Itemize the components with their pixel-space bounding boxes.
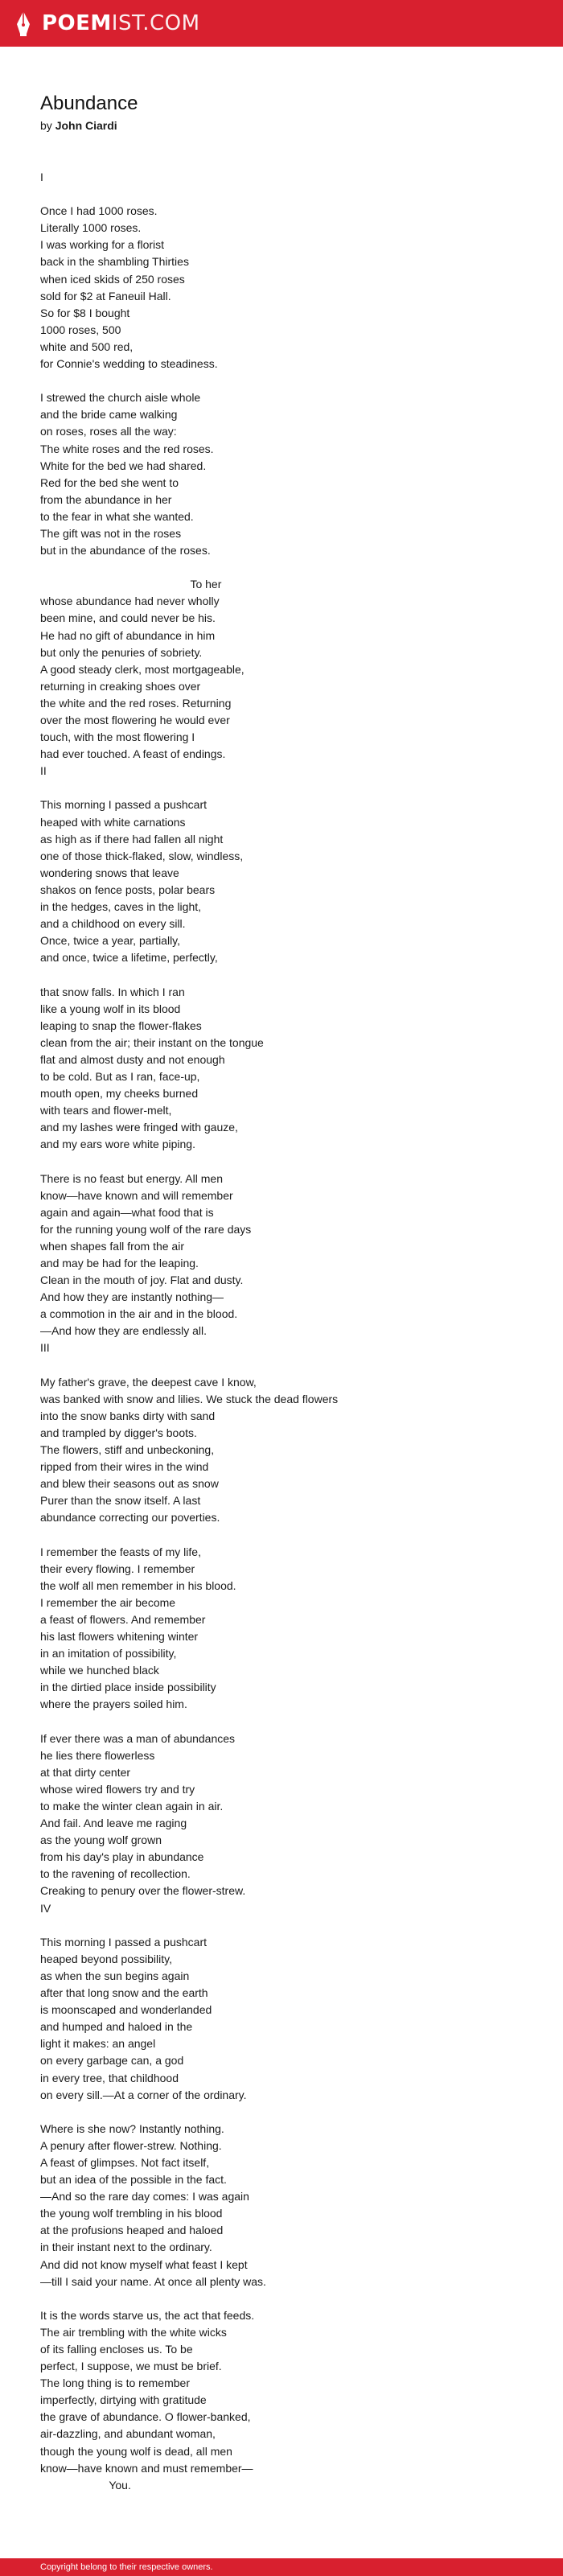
poem-line: he lies there flowerless: [40, 1748, 155, 1762]
poem-line: to make the winter clean again in air.: [40, 1800, 224, 1813]
poem-line: that snow falls. In which I ran: [40, 985, 185, 998]
poem-line: A feast of glimpses. Not fact itself,: [40, 2155, 210, 2169]
poem-line: and the bride came walking: [40, 408, 178, 422]
poem-line: but only the penuries of sobriety.: [40, 645, 203, 659]
poem-line: [40, 559, 539, 576]
poem-line: but in the abundance of the roses.: [40, 544, 211, 558]
poem-line: There is no feast but energy. All men: [40, 1171, 223, 1185]
poem-line: I remember the air become: [40, 1595, 176, 1609]
poem-body: [40, 169, 539, 2494]
poem-line: his last flowers whitening winter: [40, 1630, 199, 1644]
poem-line: a feast of flowers. And remember: [40, 1612, 206, 1626]
poem-line: 1000 roses, 500: [40, 323, 121, 336]
poem-line: whose wired flowers try and try: [40, 1782, 195, 1796]
poem-line: returning in creaking shoes over: [40, 679, 201, 693]
poem-line: on roses, roses all the way:: [40, 425, 177, 438]
poem-line: Once, twice a year, partially,: [40, 934, 181, 948]
poem-line: To her: [40, 578, 222, 591]
poem-line: a commotion in the air and in the blood.: [40, 1307, 238, 1321]
poem-line: [40, 1357, 539, 1374]
poem-line: It is the words starve us, the act that feeds.: [40, 2308, 255, 2322]
poem-line: The flowers, stiff and unbeckoning,: [40, 1443, 215, 1457]
poem-line: IV: [40, 1901, 51, 1915]
poem-line: Purer than the snow itself. A last: [40, 1494, 201, 1508]
poem-line: My father's grave, the deepest cave I know,: [40, 1375, 257, 1389]
poem-line: leaping to snap the flower-flakes: [40, 1018, 202, 1032]
poem-line: as when the sun begins again: [40, 1969, 190, 1982]
poem-line: on every sill.—At a corner of the ordinary.: [40, 2088, 247, 2101]
logo-bold-text: POEM: [42, 11, 112, 35]
poem-line: in an imitation of possibility,: [40, 1647, 177, 1660]
poem-line: The long thing is to remember: [40, 2376, 190, 2390]
site-header: [0, 0, 563, 47]
poem-line: I: [40, 171, 43, 183]
poem-line: the young wolf trembling in his blood: [40, 2207, 223, 2220]
poem-line: and may be had for the leaping.: [40, 1257, 199, 1269]
poem-line: is moonscaped and wonderlanded: [40, 2003, 212, 2017]
poem-line: in every tree, that childhood: [40, 2071, 179, 2084]
poem-line: —And so the rare day comes: I was again: [40, 2190, 249, 2204]
poem-line: flat and almost dusty and not enough: [40, 1052, 225, 1066]
poem-line: one of those thick-flaked, slow, windless,: [40, 849, 244, 862]
poem-line: I remember the feasts of my life,: [40, 1545, 201, 1558]
poem-line: of its falling encloses us. To be: [40, 2343, 193, 2356]
poem-line: If ever there was a man of abundances: [40, 1731, 236, 1745]
poem-line: [40, 780, 539, 796]
poem-line: perfect, I suppose, we must be brief.: [40, 2360, 222, 2373]
poem-line: air-dazzling, and abundant woman,: [40, 2427, 216, 2441]
poem-line: at the profusions heaped and haloed: [40, 2224, 224, 2237]
poem-line: [40, 372, 539, 389]
poem-line: wondering snows that leave: [40, 866, 179, 879]
poem-line: sold for $2 at Faneuil Hall.: [40, 289, 171, 302]
poem-line: had ever touched. A feast of endings.: [40, 747, 226, 761]
poem-line: into the snow banks dirty with sand: [40, 1409, 216, 1422]
poem-line: and my lashes were fringed with gauze,: [40, 1121, 238, 1134]
logo-thin-text: IST.COM: [111, 11, 200, 35]
poem-line: on every garbage can, a god: [40, 2054, 184, 2068]
copyright-text: Copyright belong to their respective owners.: [40, 2562, 213, 2572]
site-logo[interactable]: [42, 11, 200, 35]
poem-line: to the ravening of recollection.: [40, 1867, 191, 1881]
poem-line: Literally 1000 roses.: [40, 221, 142, 235]
poem-line: where the prayers soiled him.: [40, 1697, 187, 1711]
poem-title: Abundance: [40, 93, 138, 114]
poem-line: for the running young wolf of the rare days: [40, 1222, 252, 1236]
poem-line: This morning I passed a pushcart: [40, 798, 207, 812]
poem-line: while we hunched black: [40, 1664, 159, 1677]
poem-line: The white roses and the red roses.: [40, 442, 214, 455]
poem-line: [40, 2104, 539, 2121]
poem-line: heaped with white carnations: [40, 815, 186, 829]
poem-line: in the hedges, caves in the light,: [40, 900, 202, 914]
poem-line: white and 500 red,: [40, 339, 134, 353]
poem-line: for Connie's wedding to steadiness.: [40, 357, 218, 371]
poem-line: —And how they are endlessly all.: [40, 1324, 207, 1338]
poem-line: from the abundance in her: [40, 492, 172, 506]
poem-line: the wolf all men remember in his blood.: [40, 1578, 236, 1592]
poem-line: shakos on fence posts, polar bears: [40, 883, 216, 896]
poem-line: to the fear in what she wanted.: [40, 509, 194, 523]
poem-line: from his day's play in abundance: [40, 1850, 204, 1864]
poem-line: and once, twice a lifetime, perfectly,: [40, 951, 218, 965]
poem-line: know—have known and will remember: [40, 1188, 233, 1202]
poem-line: and a childhood on every sill.: [40, 917, 186, 931]
poem-line: And did not know myself what feast I kept: [40, 2257, 248, 2271]
poem-line: So for $8 I bought: [40, 306, 130, 319]
poem-line: White for the bed we had shared.: [40, 459, 207, 472]
poem-line: and blew their seasons out as snow: [40, 1477, 219, 1491]
poem-line: and trampled by digger's boots.: [40, 1426, 197, 1439]
poem-line: to be cold. But as I ran, face-up,: [40, 1069, 200, 1083]
poem-line: their every flowing. I remember: [40, 1562, 195, 1575]
poem-line: the white and the red roses. Returning: [40, 696, 232, 710]
poem-line: and my ears wore white piping.: [40, 1138, 195, 1151]
poem-line: II: [40, 764, 47, 778]
byline: [40, 118, 539, 133]
poem-line: III: [40, 1341, 50, 1355]
poem-line: [40, 1153, 539, 1170]
byline-prefix: by: [40, 119, 52, 132]
poem-line: mouth open, my cheeks burned: [40, 1087, 199, 1101]
poem-line: You.: [40, 2478, 131, 2492]
poem-line: Once I had 1000 roses.: [40, 204, 158, 218]
poem-line: The gift was not in the roses: [40, 526, 182, 540]
poem-line: as the young wolf grown: [40, 1833, 162, 1847]
poem-line: [40, 2290, 539, 2307]
poem-line: over the most flowering he would ever: [40, 714, 230, 726]
pen-nib-icon[interactable]: [14, 9, 32, 38]
poem-line: like a young wolf in its blood: [40, 1002, 181, 1015]
poem-line: Clean in the mouth of joy. Flat and dusty.: [40, 1274, 244, 1287]
poem-line: —till I said your name. At once all plenty was.: [40, 2274, 266, 2288]
poem-line: I strewed the church aisle whole: [40, 391, 201, 405]
poem-line: though the young wolf is dead, all men: [40, 2444, 232, 2458]
poem-line: touch, with the most flowering I: [40, 730, 195, 744]
poem-line: in the dirtied place inside possibility: [40, 1681, 216, 1694]
author-name[interactable]: John Ciardi: [55, 119, 117, 132]
poem-line: [40, 1714, 539, 1730]
poem-line: A good steady clerk, most mortgageable,: [40, 662, 245, 676]
poem-line: the grave of abundance. O flower-banked,: [40, 2410, 251, 2424]
poem-line: Where is she now? Instantly nothing.: [40, 2121, 224, 2135]
poem-line: Red for the bed she went to: [40, 475, 179, 489]
poem-line: but an idea of the possible in the fact.: [40, 2173, 227, 2187]
poem-line: been mine, and could never be his.: [40, 611, 216, 625]
poem-line: abundance correcting our poverties.: [40, 1511, 220, 1525]
poem-line: was banked with snow and lilies. We stuck the dead flowers: [40, 1392, 339, 1405]
poem-line: whose abundance had never wholly: [40, 595, 220, 608]
poem-line: imperfectly, dirtying with gratitude: [40, 2393, 207, 2407]
poem-line: and humped and haloed in the: [40, 2020, 193, 2034]
poem-line: [40, 1917, 539, 1934]
poem-line: A penury after flower-strew. Nothing.: [40, 2138, 222, 2152]
poem-content: [40, 93, 539, 2494]
poem-line: ripped from their wires in the wind: [40, 1460, 209, 1474]
poem-line: [40, 1527, 539, 1544]
poem-line: light it makes: an angel: [40, 2037, 156, 2051]
poem-line: The air trembling with the white wicks: [40, 2325, 227, 2339]
poem-line: in their instant next to the ordinary.: [40, 2241, 212, 2254]
poem-line: He had no gift of abundance in him: [40, 628, 216, 642]
poem-line: know—have known and must remember—: [40, 2461, 253, 2475]
poem-line: after that long snow and the earth: [40, 1986, 208, 2000]
poem-line: as high as if there had fallen all night: [40, 832, 224, 846]
poem-line: at that dirty center: [40, 1765, 131, 1779]
poem-line: when shapes fall from the air: [40, 1239, 184, 1253]
poem-line: And how they are instantly nothing—: [40, 1290, 224, 1304]
poem-line: Creaking to penury over the flower-strew.: [40, 1884, 246, 1898]
poem-line: And fail. And leave me raging: [40, 1817, 187, 1830]
poem-line: when iced skids of 250 roses: [40, 272, 185, 286]
poem-line: This morning I passed a pushcart: [40, 1935, 207, 1948]
site-footer: [0, 2558, 563, 2576]
poem-line: back in the shambling Thirties: [40, 255, 189, 269]
poem-line: [40, 966, 539, 983]
poem-line: [40, 186, 539, 203]
poem-line: again and again—what food that is: [40, 1205, 214, 1219]
poem-line: with tears and flower-melt,: [40, 1104, 172, 1117]
poem-line: heaped beyond possibility,: [40, 1952, 172, 1965]
poem-line: I was working for a florist: [40, 238, 165, 252]
poem-line: clean from the air; their instant on the tongue: [40, 1035, 264, 1049]
